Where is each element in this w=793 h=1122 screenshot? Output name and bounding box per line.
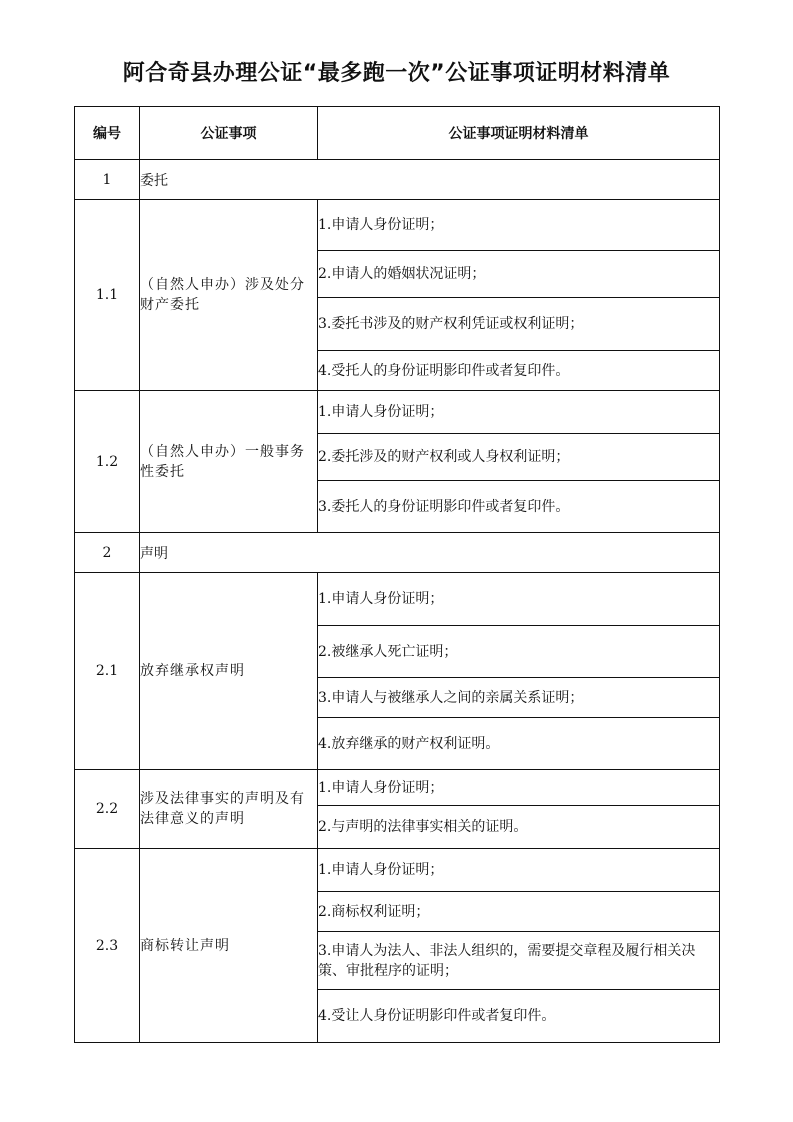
header-no: 编号 (75, 107, 140, 160)
materials-table (74, 106, 720, 1043)
section-row (75, 533, 720, 573)
table-row (75, 391, 720, 434)
section-number: 1 (75, 160, 140, 200)
item-number: 1.2 (75, 391, 140, 533)
item-number: 1.1 (75, 200, 140, 391)
material-item: 1.申请人身份证明； (318, 200, 720, 251)
item-name: 放弃继承权声明 (140, 573, 318, 770)
material-item: 2.商标权利证明； (318, 892, 720, 932)
item-name: 商标转让声明 (140, 849, 318, 1043)
item-name: （自然人申办）一般事务性委托 (140, 391, 318, 533)
material-item: 3.申请人与被继承人之间的亲属关系证明； (318, 678, 720, 718)
section-name: 声明 (140, 533, 720, 573)
material-item: 1.申请人身份证明； (318, 391, 720, 434)
table-row (75, 849, 720, 892)
item-name: （自然人申办）涉及处分财产委托 (140, 200, 318, 391)
material-item: 2.被继承人死亡证明； (318, 626, 720, 678)
material-item: 1.申请人身份证明； (318, 770, 720, 806)
item-number: 2.2 (75, 770, 140, 849)
material-item: 4.受让人身份证明影印件或者复印件。 (318, 990, 720, 1043)
item-number: 2.1 (75, 573, 140, 770)
material-item: 4.受托人的身份证明影印件或者复印件。 (318, 351, 720, 391)
table-row (75, 200, 720, 251)
section-number: 2 (75, 533, 140, 573)
material-item: 2.申请人的婚姻状况证明； (318, 251, 720, 298)
item-number: 2.3 (75, 849, 140, 1043)
section-name: 委托 (140, 160, 720, 200)
table-row (75, 770, 720, 806)
material-item: 2.与声明的法律事实相关的证明。 (318, 806, 720, 849)
material-item: 4.放弃继承的财产权利证明。 (318, 718, 720, 770)
material-item: 3.委托书涉及的财产权利凭证或权利证明； (318, 298, 720, 351)
material-item: 3.委托人的身份证明影印件或者复印件。 (318, 481, 720, 533)
material-item: 1.申请人身份证明； (318, 573, 720, 626)
section-row (75, 160, 720, 200)
header-item: 公证事项 (140, 107, 318, 160)
table-header-row (75, 107, 720, 160)
page-title: 阿合奇县办理公证“最多跑一次”公证事项证明材料清单 (122, 61, 671, 86)
material-item: 3.申请人为法人、非法人组织的，需要提交章程及履行相关决策、审批程序的证明； (318, 932, 720, 990)
item-name: 涉及法律事实的声明及有法律意义的声明 (140, 770, 318, 849)
header-materials: 公证事项证明材料清单 (318, 107, 720, 160)
table-row (75, 573, 720, 626)
material-item: 2.委托涉及的财产权利或人身权利证明； (318, 434, 720, 481)
material-item: 1.申请人身份证明； (318, 849, 720, 892)
